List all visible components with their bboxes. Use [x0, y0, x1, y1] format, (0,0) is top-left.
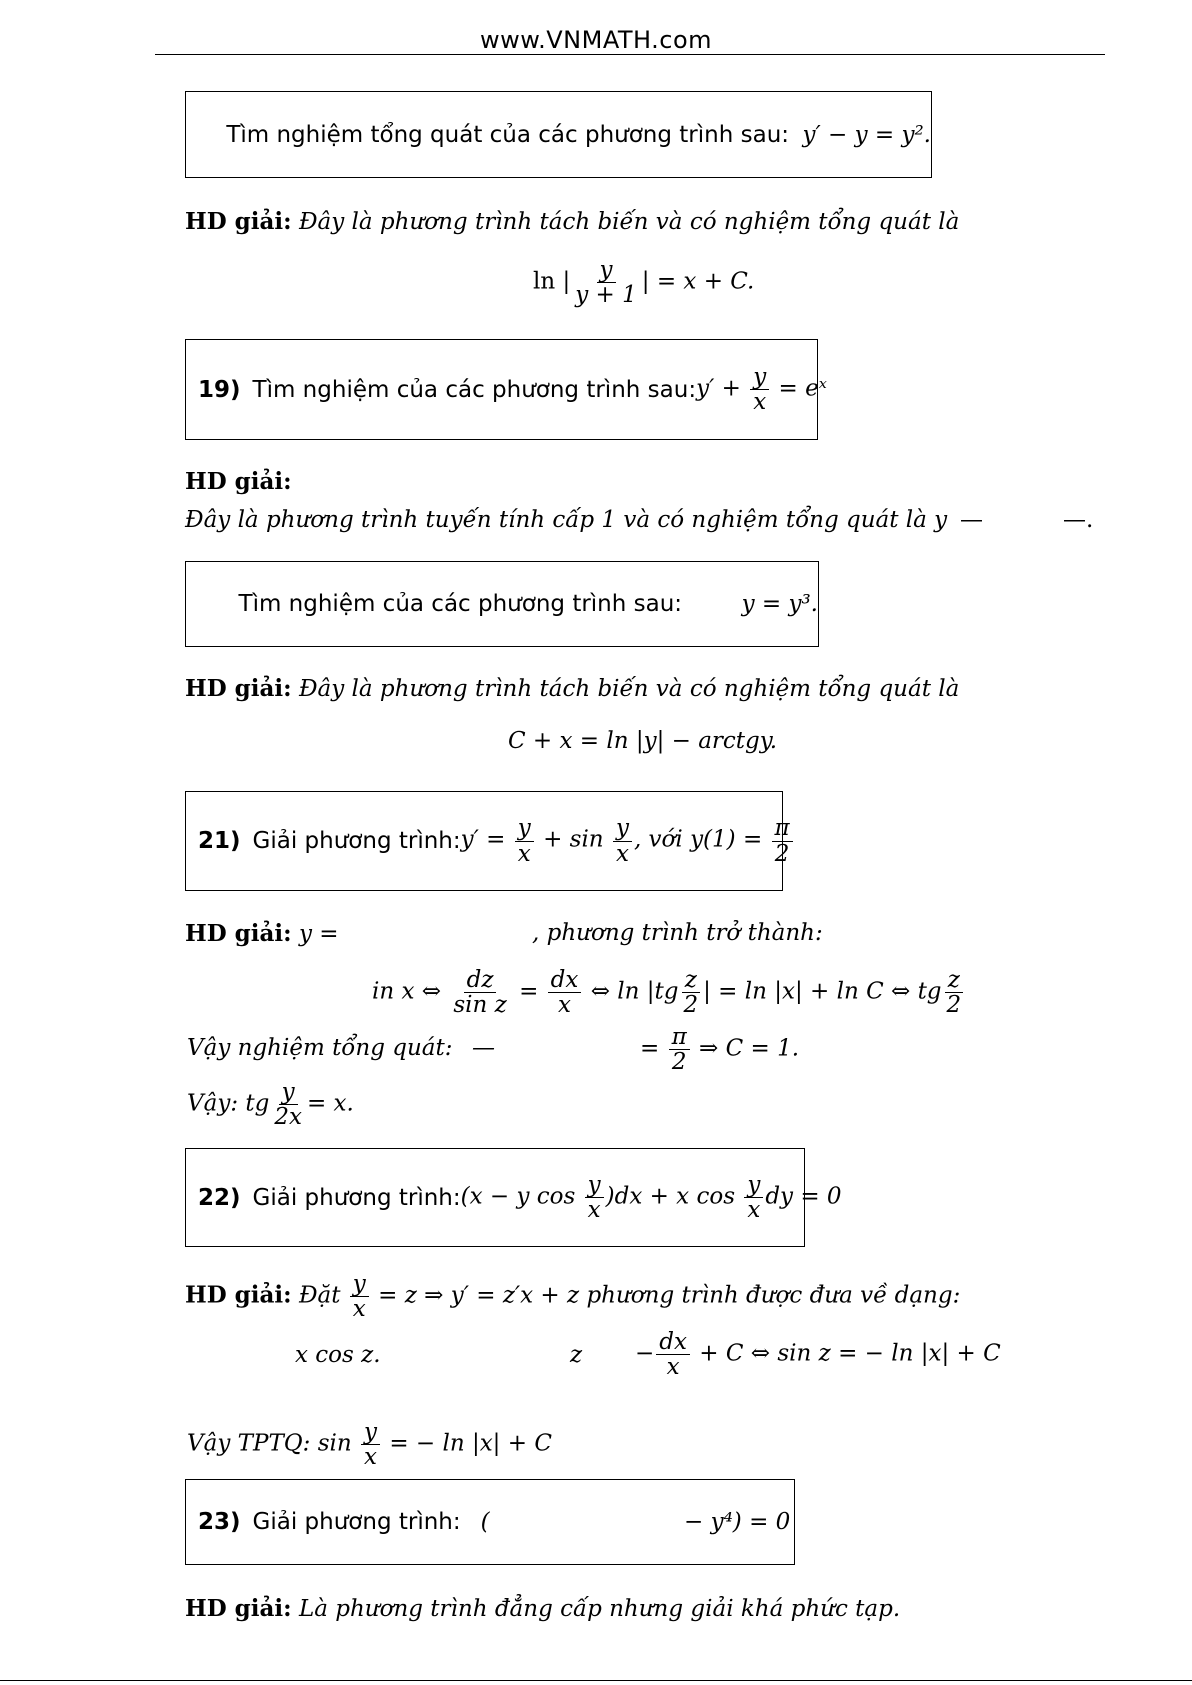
problem-box-21 [185, 791, 790, 891]
problem-prompt: Tìm nghiệm tổng quát của các phương trình sau: [226, 121, 790, 148]
problem-prompt: Giải phương trình: [252, 1184, 461, 1211]
problem-box-22 [185, 1148, 842, 1247]
hd-label: HD giải: [185, 1281, 292, 1309]
problem-prompt: Tìm nghiệm của các phương trình sau: [252, 376, 697, 403]
hd-line [185, 675, 959, 702]
problem-number: 22) [198, 1184, 241, 1211]
hd-text: Đây là phương trình tách biến và có nghiệm tổng quát là [298, 676, 960, 702]
hd-line: HD giải: y = , phương trình trở thành: [185, 920, 823, 947]
general-solution-line: Vậy nghiệm tổng quát: — = $\frac{\pi}{2}$ ⇒ C = 1. [187, 1024, 800, 1076]
problem-prompt: Tìm nghiệm của các phương trình sau: [238, 591, 683, 617]
hd-text: Đây là phương trình tách biến và có nghiệm tổng quát là [298, 209, 960, 235]
formula-line: x cos z. z − $\frac{dx}{x}$ + C ⇔ sin z = − ln |x| + C [295, 1329, 1001, 1381]
hd-label: HD giải: [185, 675, 292, 702]
hd-text: Đây là phương trình tuyến tính cấp 1 và có nghiệm tổng quát là y [185, 507, 948, 533]
hd-line [185, 1595, 900, 1622]
problem-equation: y′ + $\frac{y}{x}$ = eˣ [696, 363, 827, 415]
result-formula: C + x = ln |y| − arctgy. [508, 728, 778, 754]
header-rule [155, 54, 1105, 55]
fraction: $\frac{y}{x}$ [750, 365, 769, 414]
problem-equation-close: − y⁴) = 0 [684, 1509, 791, 1535]
problem-box-18 [185, 91, 932, 178]
problem-equation: y = y³. [741, 591, 818, 617]
problem-box-23 [185, 1479, 795, 1565]
hd-line: HD giải: Đặt $\frac{y}{x}$ = z ⇒ y′ = z′x + z phương trình được đưa về dạng: [185, 1271, 961, 1323]
problem-equation: y′ = $\frac{y}{x}$ + sin $\frac{y}{x}$ , với y(1) = $\frac{\pi}{2}$ [461, 816, 795, 865]
hd-label: HD giải: [185, 920, 292, 947]
problem-prompt: Giải phương trình: [252, 828, 461, 854]
hd-label: HD giải: [185, 1595, 292, 1622]
conclusion-line: Vậy TPTQ: sin $\frac{y}{x}$ = − ln |x| + C [187, 1419, 552, 1471]
problem-equation: (x − y cos $\frac{y}{x}$ )dx + x cos $\frac{y}{x}$ dy = 0 [460, 1171, 842, 1223]
fraction: $\frac{y}{y + 1}$ [575, 257, 637, 309]
hd-line: Đây là phương trình tuyến tính cấp 1 và có nghiệm tổng quát là y — —. [185, 507, 1094, 533]
hd-label: HD giải: [185, 468, 292, 495]
problem-number: 23) [198, 1509, 241, 1535]
problem-box-20 [185, 561, 819, 647]
site-header: www.VNMATH.com [479, 26, 713, 54]
problem-number: 19) [198, 376, 241, 403]
problem-equation: y′ − y = y². [802, 121, 931, 148]
problem-equation-open: ( [480, 1509, 490, 1535]
conclusion-line: Vậy: tg $\frac{y}{2x}$ = x. [187, 1079, 354, 1131]
footer-rule [0, 1680, 1192, 1681]
problem-number: 21) [198, 828, 241, 854]
formula-line: in x ⇔ $\frac{dz}{\text{sin z}}$ = $\frac{dx}{x}$ ⇔ ln |tg $\frac{z}{2}$ | = ln |x| + ln C ⇔ tg $\frac{z}{2}$ [372, 967, 962, 1019]
problem-box-19 [185, 339, 827, 440]
result-formula: ln | $\frac{y}{y + 1}$ | = x + C. [533, 257, 755, 309]
hd-text: Là phương trình đẳng cấp nhưng giải khá phức tạp. [298, 1596, 901, 1622]
problem-prompt: Giải phương trình: [252, 1509, 461, 1535]
hd-label: HD giải: [185, 208, 292, 235]
hd-line [185, 208, 959, 235]
hd-label-line [185, 468, 292, 495]
